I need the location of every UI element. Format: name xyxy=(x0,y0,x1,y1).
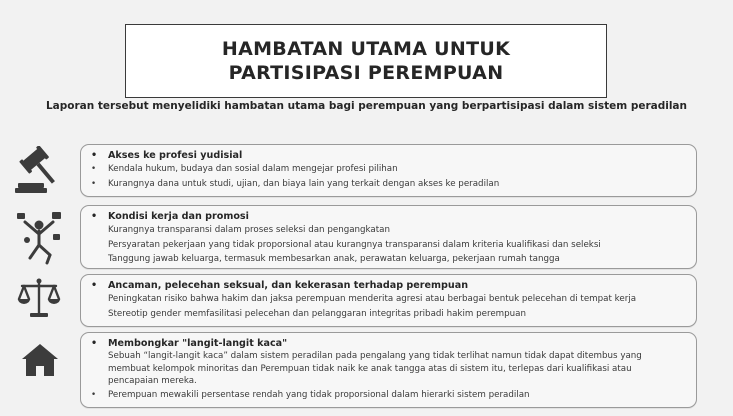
section-line: Kurangnya transparansi dalam proses seleksi dan pengangkatan xyxy=(108,225,390,235)
section-line: • Kendala hukum, budaya dan sosial dalam mengejar profesi pilihan xyxy=(91,162,688,177)
gavel-icon xyxy=(14,146,66,194)
section-line: membuat kelompok minoritas dan Perempuan tidak naik ke anak tangga atas di sistem itu, terlepas dari kualifikasi atau xyxy=(108,363,632,374)
section-line: Peningkatan risiko bahwa hakim dan jaksa perempuan menderita agresi atau berbagai bentuk pelecehan di tempat kerja xyxy=(108,294,637,304)
section-line: Tanggung jawab keluarga, termasuk membesarkan anak, perawatan keluarga, pekerjaan rumah tangga xyxy=(108,254,560,264)
section-line: Persyaratan pekerjaan yang tidak proporsional atau kurangnya transparansi dalam kriteria kualifikasi dan seleksi xyxy=(108,239,601,250)
section-line: Sebuah “langit-langit kaca” dalam sistem peradilan pada pengalang yang tidak terlihat namun tidak dapat ditembus yang xyxy=(108,351,642,361)
section-heading: • Akses ke profesi yudisial xyxy=(91,149,688,162)
juggling-person-icon xyxy=(14,210,64,266)
title-line-1: HAMBATAN UTAMA UNTUK xyxy=(221,38,511,60)
title-line-2: PARTISIPASI PEREMPUAN xyxy=(228,62,504,84)
section-heading: • Ancaman, pelecehan seksual, dan kekerasan terhadap perempuan xyxy=(91,279,688,292)
house-icon xyxy=(20,342,60,378)
section-heading: • Membongkar "langit-langit kaca" xyxy=(91,337,688,350)
section-line: pencapaian mereka. xyxy=(108,376,197,386)
section-line: Stereotip gender memfasilitasi pelecehan dan pelanggaran integritas pribadi hakim perempuan xyxy=(108,308,526,319)
scales-icon xyxy=(16,277,62,319)
section-card-working-conditions xyxy=(80,205,697,269)
section-line: • Perempuan mewakili persentase rendah yang tidak proporsional dalam hierarki sistem peradilan xyxy=(91,388,688,402)
title-box xyxy=(125,24,607,98)
subtitle: Laporan tersebut menyelidiki hambatan utama bagi perempuan yang berpartisipasi dalam sistem peradilan xyxy=(45,100,687,112)
section-heading: • Kondisi kerja dan promosi xyxy=(91,210,688,223)
section-card-access xyxy=(80,144,697,197)
section-card-glass-ceiling xyxy=(80,332,697,408)
section-line: • Kurangnya dana untuk studi, ujian, dan biaya lain yang terkait dengan akses ke peradilan xyxy=(91,177,688,192)
section-card-harassment xyxy=(80,274,697,327)
